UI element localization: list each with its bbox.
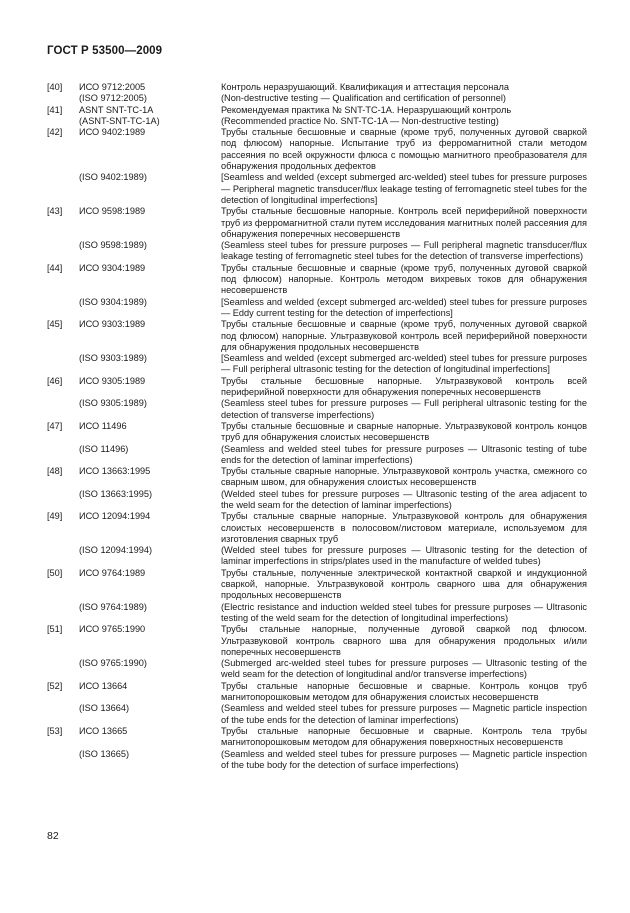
standard-code: ИСО 9303:1989 bbox=[79, 319, 146, 330]
standard-code: (ISO 13663:1995) bbox=[79, 488, 153, 499]
standard-title: [Seamless and welded (except submerged arc-welded) steel tubes for pressure purposes — Peripheral magnetic transducer/flux leakage testing of ferromagnetic steel tubes for the detection of longitudinal imperfections] bbox=[221, 172, 587, 205]
reference-row bbox=[47, 511, 587, 545]
reference-row bbox=[47, 726, 587, 749]
reference-number bbox=[47, 602, 79, 625]
reference-row bbox=[47, 206, 587, 240]
standard-code: (ASNT-SNT-TC-1A) bbox=[79, 115, 160, 126]
reference-number: [43] bbox=[47, 206, 63, 217]
reference-row bbox=[47, 466, 587, 489]
standard-code: ASNT SNT-TC-1A bbox=[79, 104, 154, 115]
reference-number: [51] bbox=[47, 624, 63, 635]
reference-number bbox=[47, 749, 79, 772]
reference-row bbox=[47, 353, 587, 376]
reference-number: [47] bbox=[47, 420, 63, 431]
reference-row bbox=[47, 82, 587, 93]
reference-number: [48] bbox=[47, 466, 63, 477]
standard-title: Трубы стальные бесшовные и сварные напорные. Ультразвуковой контроль концов труб для обнаружения слоистых несовершенств bbox=[221, 420, 587, 443]
reference-number bbox=[47, 93, 79, 104]
reference-number bbox=[47, 353, 79, 376]
reference-row bbox=[47, 489, 587, 512]
standard-title: Трубы стальные напорные, полученные дуговой сваркой под флюсом. Ультразвуковой контроль сварного шва для обнаружения продольных и/или поперечных несовершенств bbox=[221, 624, 587, 657]
reference-number bbox=[47, 703, 79, 726]
reference-number: [50] bbox=[47, 567, 63, 578]
standard-title: (Welded steel tubes for pressure purposes — Ultrasonic testing of the area adjacent to the weld seam for the detection of laminar imperfections) bbox=[221, 488, 587, 510]
standard-title: (Submerged arc-welded steel tubes for pressure purposes — Ultrasonic testing of the weld seam for the detection of longitudinal and/or transverse imperfections) bbox=[221, 658, 587, 680]
standard-code: ИСО 9402:1989 bbox=[79, 127, 146, 138]
standard-code: ИСО 13664 bbox=[79, 680, 128, 691]
reference-number: [46] bbox=[47, 375, 63, 386]
reference-row bbox=[47, 93, 587, 104]
reference-row bbox=[47, 602, 587, 625]
reference-row bbox=[47, 263, 587, 297]
standard-code: (ISO 12094:1994) bbox=[79, 545, 153, 556]
standard-title: (Electric resistance and induction welded steel tubes for pressure purposes — Ultrasonic testing of the weld seam for the detection of longitudinal imperfections) bbox=[221, 601, 587, 623]
reference-row bbox=[47, 105, 587, 116]
standard-code: (ISO 9764:1989) bbox=[79, 601, 147, 612]
reference-number bbox=[47, 240, 79, 263]
standard-code: ИСО 9712:2005 bbox=[79, 82, 146, 92]
standard-title: Рекомендуемая практика № SNT-TC-1A. Неразрушающий контроль bbox=[221, 104, 512, 115]
reference-row bbox=[47, 681, 587, 704]
standard-title: (Seamless steel tubes for pressure purposes — Full peripheral magnetic transducer/flux leakage testing of ferromagnetic steel tubes for the detection of transverse imperfections) bbox=[221, 240, 587, 262]
reference-number bbox=[47, 116, 79, 127]
reference-number bbox=[47, 444, 79, 467]
standard-code: (ISO 13665) bbox=[79, 748, 130, 759]
standard-title: (Welded steel tubes for pressure purposes — Ultrasonic testing for the detection of laminar imperfections in strips/plates used in the manufacture of welded tubes) bbox=[221, 545, 587, 567]
reference-list bbox=[47, 82, 587, 771]
standard-code: (ISO 9303:1989) bbox=[79, 353, 147, 364]
standard-title: Трубы стальные бесшовные и сварные (кроме труб, полученных дуговой сваркой под флюсом) напорные. Ультразвуковой контроль всей периферийной поверхности для обнаружения продольных несовершенств bbox=[221, 319, 587, 352]
standard-code: ИСО 13665 bbox=[79, 725, 128, 736]
standard-code: (ISO 9712:2005) bbox=[79, 93, 147, 104]
reference-number bbox=[47, 545, 79, 568]
reference-row bbox=[47, 658, 587, 681]
reference-row bbox=[47, 376, 587, 399]
reference-row bbox=[47, 421, 587, 444]
standard-code: (ISO 9598:1989) bbox=[79, 240, 147, 251]
standard-title: Трубы стальные напорные бесшовные и сварные. Контроль концов труб магнитопорошковым методом для обнаружения слоистых несовершенств bbox=[221, 680, 587, 703]
reference-number: [53] bbox=[47, 725, 63, 736]
standard-code: (ISO 9305:1989) bbox=[79, 398, 147, 409]
reference-number: [42] bbox=[47, 127, 63, 138]
standard-code: (ISO 9304:1989) bbox=[79, 296, 147, 307]
reference-number: [52] bbox=[47, 680, 63, 691]
reference-number bbox=[47, 297, 79, 320]
reference-row bbox=[47, 749, 587, 772]
reference-number: [41] bbox=[47, 104, 63, 115]
standard-title: [Seamless and welded (except submerged arc-welded) steel tubes for pressure purposes — Full peripheral ultrasonic testing for the detection of longitudinal imperfections] bbox=[221, 353, 587, 375]
reference-row bbox=[47, 624, 587, 658]
reference-row bbox=[47, 172, 587, 206]
standard-title: (Seamless steel tubes for pressure purposes — Full peripheral ultrasonic testing for the detection of transverse imperfections) bbox=[221, 398, 587, 420]
reference-row bbox=[47, 319, 587, 353]
standard-title: (Seamless and welded steel tubes for pressure purposes — Magnetic particle inspection of the tube body for the detection of surface imperfections) bbox=[221, 748, 587, 770]
standard-code: ИСО 9764:1989 bbox=[79, 567, 146, 578]
standard-title: [Seamless and welded (except submerged arc-welded) steel tubes for pressure purposes — Eddy current testing for the detection of imperfections] bbox=[221, 296, 587, 318]
standard-title: Трубы стальные бесшовные напорные. Ультразвуковой контроль всей периферийной поверхности для обнаружения поперечных несовершенств bbox=[221, 375, 587, 398]
reference-row bbox=[47, 127, 587, 172]
reference-number: [44] bbox=[47, 262, 63, 273]
standard-title: (Seamless and welded steel tubes for pressure purposes — Ultrasonic testing of tube ends for the detection of laminar imperfections) bbox=[221, 443, 587, 465]
standard-title: (Non-destructive testing — Qualification and certification of personnel) bbox=[221, 93, 506, 104]
reference-row bbox=[47, 568, 587, 602]
page-number: 82 bbox=[47, 830, 59, 842]
reference-row bbox=[47, 444, 587, 467]
standard-code: (ISO 9402:1989) bbox=[79, 172, 147, 183]
standard-title: Трубы стальные сварные напорные. Ультразвуковой контроль участка, смежного со сварным швом, для обнаружения слоистых несовершенств bbox=[221, 466, 587, 488]
standard-title: Контроль неразрушающий. Квалификация и аттестация персонала bbox=[221, 82, 509, 92]
reference-row bbox=[47, 545, 587, 568]
standard-title: Трубы стальные, полученные электрической контактной сваркой и индукционной сваркой, напорные. Ультразвуковой контроль сварного шва для обнаружения продольных несовершенств bbox=[221, 567, 587, 601]
standard-code: ИСО 9765:1990 bbox=[79, 624, 146, 635]
reference-number: [45] bbox=[47, 319, 63, 330]
reference-number: [49] bbox=[47, 511, 63, 522]
standard-title: Трубы стальные напорные бесшовные и сварные. Контроль тела трубы магнитопорошковым методом для обнаружения поверхностных несовершенств bbox=[221, 725, 587, 748]
standard-code: ИСО 12094:1994 bbox=[79, 511, 151, 522]
standard-code: (ISO 9765:1990) bbox=[79, 658, 147, 669]
standard-title: (Recommended practice No. SNT-TC-1A — Non-destructive testing) bbox=[221, 115, 499, 126]
standard-title: (Seamless and welded steel tubes for pressure purposes — Magnetic particle inspection of the tube ends for the detection of laminar imperfections) bbox=[221, 703, 587, 725]
reference-row bbox=[47, 116, 587, 127]
standard-code: ИСО 9598:1989 bbox=[79, 206, 146, 217]
reference-number: [40] bbox=[47, 82, 63, 92]
reference-row bbox=[47, 240, 587, 263]
reference-row bbox=[47, 703, 587, 726]
standard-title: Трубы стальные бесшовные и сварные (кроме труб, полученных дуговой сваркой под флюсом) напорные. Испытание труб из ферромагнитной стали методом рассеяния по всей окружности флюса с помощью магнитного преобразователя для обнаружения продольных дефектов bbox=[221, 127, 587, 172]
standard-code: ИСО 9305:1989 bbox=[79, 375, 146, 386]
standard-title: Трубы стальные бесшовные напорные. Контроль всей периферийной поверхности труб из ферромагнитной стали путем исследования магнитных полей рассеяния для обнаружения поперечных несовершенств bbox=[221, 206, 587, 239]
standard-code: ИСО 13663:1995 bbox=[79, 466, 151, 477]
reference-number bbox=[47, 658, 79, 681]
standard-code: (ISO 13664) bbox=[79, 703, 130, 714]
standard-code: (ISO 11496) bbox=[79, 443, 129, 454]
standard-code: ИСО 11496 bbox=[79, 420, 127, 431]
standard-title: Трубы стальные бесшовные и сварные (кроме труб, полученных дуговой сваркой под флюсом) напорные. Контроль методом вихревых токов для обнаружения несовершенств bbox=[221, 262, 587, 296]
standard-code: ИСО 9304:1989 bbox=[79, 262, 146, 273]
reference-row bbox=[47, 297, 587, 320]
standard-title: Трубы стальные сварные напорные. Ультразвуковой контроль для обнаружения слоистых несовершенств в полосовом/листовом материале, используемом для изготовления сварных труб bbox=[221, 511, 587, 544]
reference-number bbox=[47, 172, 79, 206]
reference-number bbox=[47, 489, 79, 512]
reference-row bbox=[47, 398, 587, 421]
reference-number bbox=[47, 398, 79, 421]
document-header: ГОСТ Р 53500—2009 bbox=[47, 45, 163, 57]
